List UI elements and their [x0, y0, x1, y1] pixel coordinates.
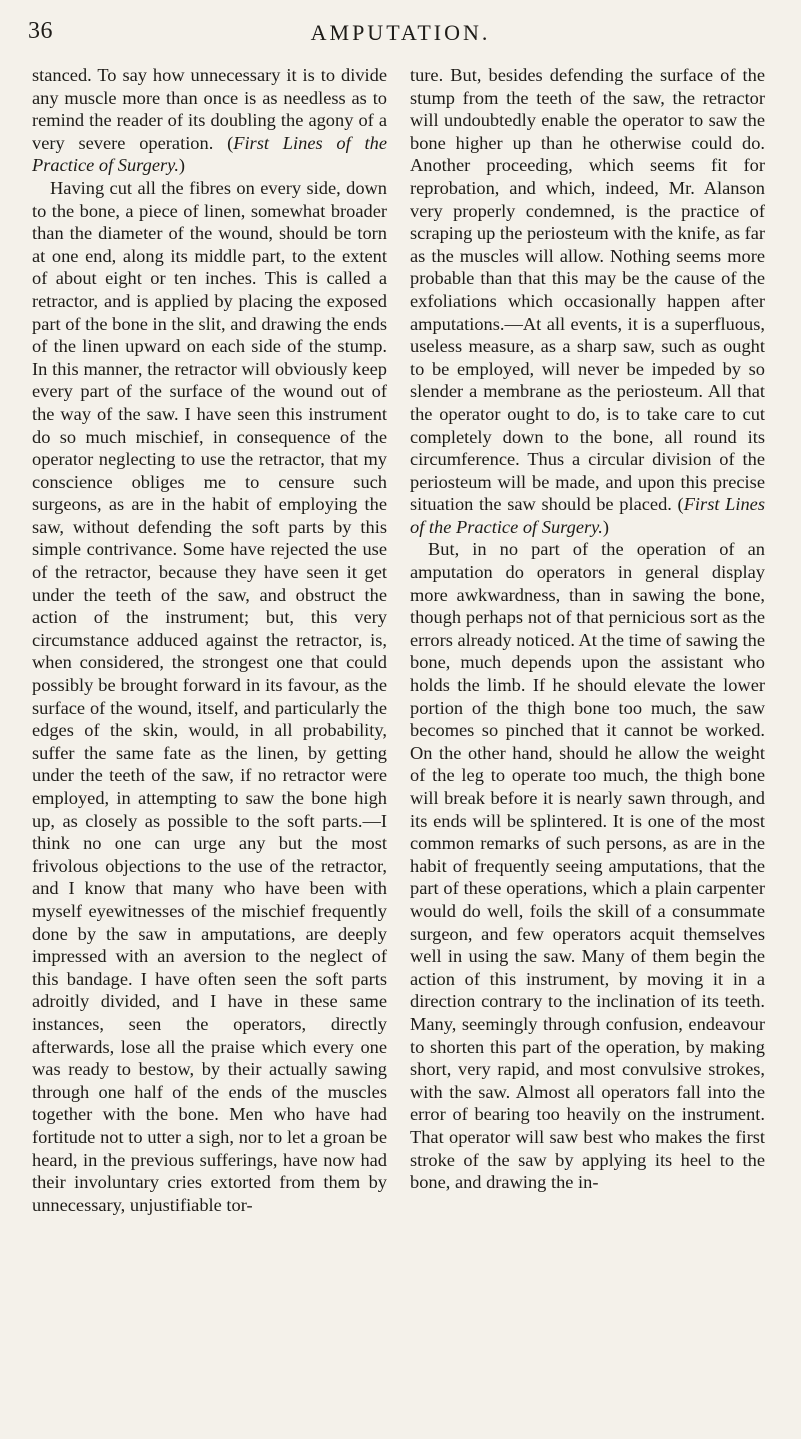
- left-column: [32, 64, 387, 1216]
- page-number: 36: [28, 18, 53, 44]
- right-column: [410, 64, 765, 1194]
- left-p1-close: ): [178, 155, 186, 176]
- left-paragraph-2: Having cut all the fibres on every side, down to the bone, a piece of linen, somewhat broader than the diameter of the wound, should be torn at one end, along its middle part, to the extent of about eight or ten inches. This is called a retractor, and is applied by placing the exposed part of the bone in the slit, and drawing the ends of the linen upward on each side of the stump. In this manner, the retractor will obviously keep every part of the surface of the wound out of the way of the saw. I have seen this instrument do so much mischief, in consequence of the operator neglecting to use the retractor, that my conscience obliges me to censure such surgeons, as are in the habit of employing the saw, without defending the soft parts by this simple contrivance. Some have rejected the use of the retractor, because they have seen it get under the teeth of the saw, and obstruct the action of the instrument; but, this very circumstance adduced against the retractor, is, when considered, the strongest one that could possibly be brought forward in its favour, as the surface of the wound, itself, and particularly the edges of the skin, would, in all probability, suffer the same fate as the linen, by getting under the teeth of the saw, if no retractor were employed, in attempting to saw the bone high up, as closely as possible to the soft parts.—I think no one can urge any but the most frivolous objections to the use of the retractor, and I know that many who have been with myself eyewitnesses of the mischief frequently done by the saw in amputations, are deeply impressed with an aversion to the neglect of this bandage. I have often seen the soft parts adroitly divided, and I have in these same instances, seen the operators, directly afterwards, lose all the praise which every one was ready to bestow, by their actually sawing through one half of the ends of the muscles together with the bone. Men who have had fortitude not to utter a sigh, nor to let a groan be heard, in the previous sufferings, have now had their involuntary cries extorted from them by unnecessary, unjustifiable tor-: [32, 177, 387, 1215]
- right-paragraph-2: But, in no part of the operation of an amputation do operators in general display more awkwardness, than in sawing the bone, though perhaps not of that pernicious sort as the errors already noticed. At the time of sawing the bone, much depends upon the assistant who holds the limb. If he should elevate the lower portion of the thigh bone too much, the saw becomes so pinched that it cannot be worked. On the other hand, should he allow the weight of the leg to operate too much, the thigh bone will break before it is nearly sawn through, and its ends will be splintered. It is one of the most common remarks of such persons, as are in the habit of frequently seeing amputations, that the part of these operations, which a plain carpenter would do well, foils the skill of a consummate surgeon, and few operators acquit themselves well in using the saw. Many of them begin the action of this instrument, by moving it in a direction contrary to the inclination of its teeth. Many, seemingly through confusion, endeavour to shorten this part of the operation, by making short, very rapid, and most convulsive strokes, with the saw. Almost all operators fall into the error of bearing too heavily on the instrument. That operator will saw best who makes the first stroke of the saw by applying its heel to the bone, and drawing the in-: [410, 539, 765, 1193]
- right-p1-citation: First Lines of the Practice of Surgery.: [410, 494, 765, 537]
- page-header: [28, 12, 773, 52]
- right-p1-text: ture. But, besides defending the surface of the stump from the teeth of the saw, the retractor will undoubtedly enable the operator to saw the bone higher up than he otherwise could do. Another proceeding, which seems fit for reprobation, and which, indeed, Mr. Alanson very properly condemned, is the practice of scraping up the periosteum with the knife, as far as the muscles will allow. Nothing seems more probable than that this may be the cause of the exfoliations which occasionally happen after amputations.—At all events, it is a superfluous, useless measure, as a sharp saw, such as ought to be employed, will never be impeded by so slender a membrane as the periosteum. All that the operator ought to do, is to take care to cut completely down to the bone, all round its circumference. Thus a circular division of the periosteum will be made, and upon this precise situation the saw should be placed. (: [410, 65, 765, 515]
- left-paragraph-1: [32, 64, 387, 177]
- left-p1-citation: First Lines of the Practice of Surgery.: [32, 132, 388, 176]
- right-paragraph-1: [410, 64, 765, 538]
- running-head: AMPUTATION.: [310, 20, 491, 45]
- right-p1-close: ): [602, 516, 610, 537]
- left-p1-text: stanced. To say how unnecessary it is to divide any muscle more than once is as needless as to remind the reader of its doubling the agony of a very severe operation. (: [32, 65, 387, 153]
